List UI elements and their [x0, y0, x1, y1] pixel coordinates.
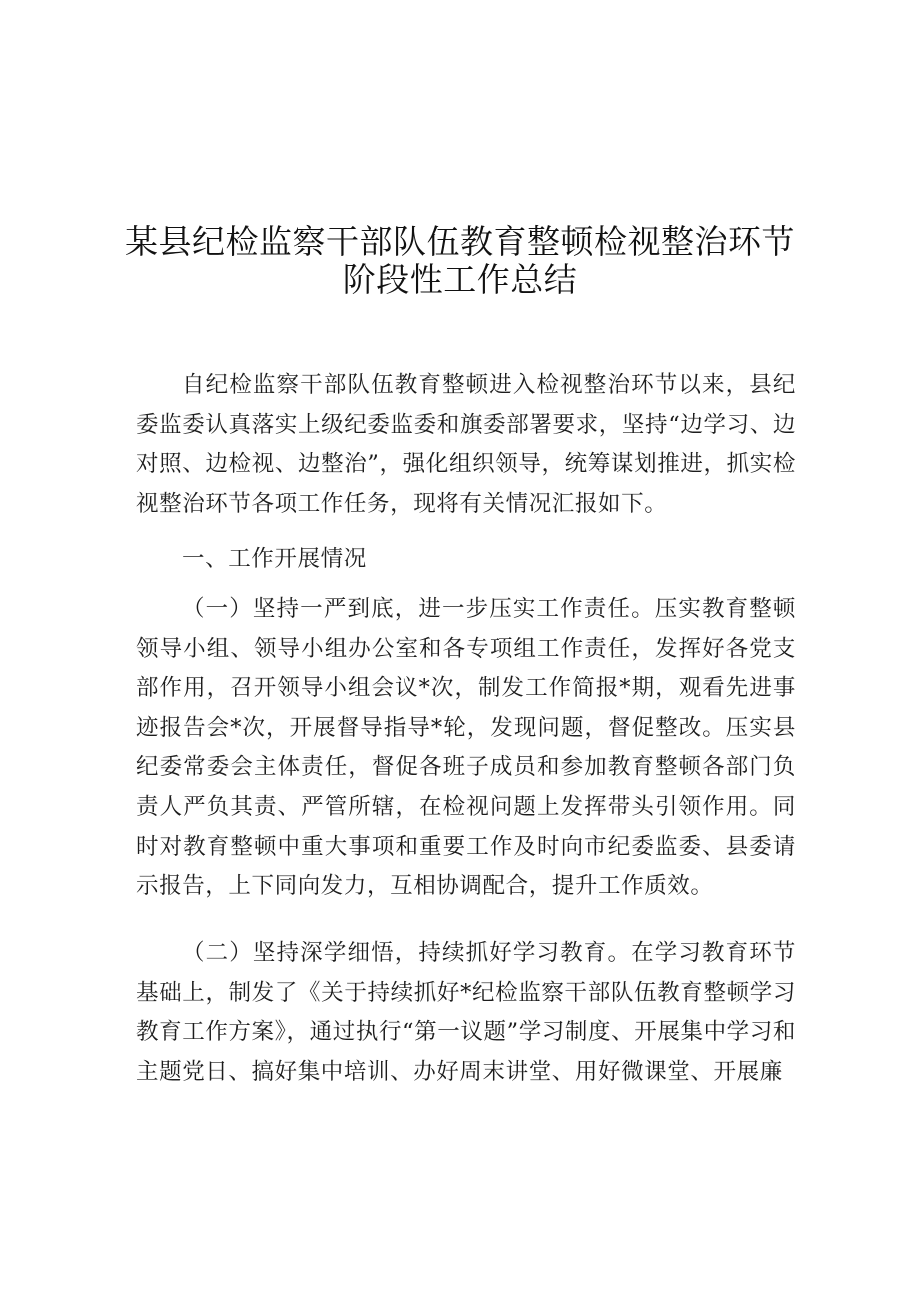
- section-heading: 一、工作开展情况: [182, 546, 367, 572]
- document-title-line-1: 某县纪检监察干部队伍教育整顿检视整治环节: [125, 222, 795, 261]
- intro-paragraph: 自纪检监察干部队伍教育整顿进入检视整治环节以来，县纪委监委认真落实上级纪委监委和旗委部署要求，坚持“边学习、边对照、边检视、边整治”，强化组织领导，统筹谋划推进，抓实检视整治环节各项工作任务，现将有关情况汇报如下。: [136, 372, 796, 517]
- body-paragraph-1: （一）坚持一严到底，进一步压实工作责任。压实教育整顿领导小组、领导小组办公室和各专项组工作责任，发挥好各党支部作用，召开领导小组会议*次，制发工作简报*期，观看先进事迹报告会*次，开展督导指导*轮，发现问题，督促整改。压实县纪委常委会主体责任，督促各班子成员和参加教育整顿各部门负责人严负其责、严管所辖，在检视问题上发挥带头引领作用。同时对教育整顿中重大事项和重要工作及时向市纪委监委、县委请示报告，上下同向发力，互相协调配合，提升工作质效。: [136, 596, 796, 900]
- body-paragraph-2: （二）坚持深学细悟，持续抓好学习教育。在学习教育环节基础上，制发了《关于持续抓好*纪检监察干部队伍教育整顿学习教育工作方案》，通过执行“第一议题”学习制度、开展集中学习和主题党日、搞好集中培训、办好周末讲堂、用好微课堂、开展廉: [136, 940, 796, 1085]
- document-title-line-2: 阶段性工作总结: [342, 260, 578, 299]
